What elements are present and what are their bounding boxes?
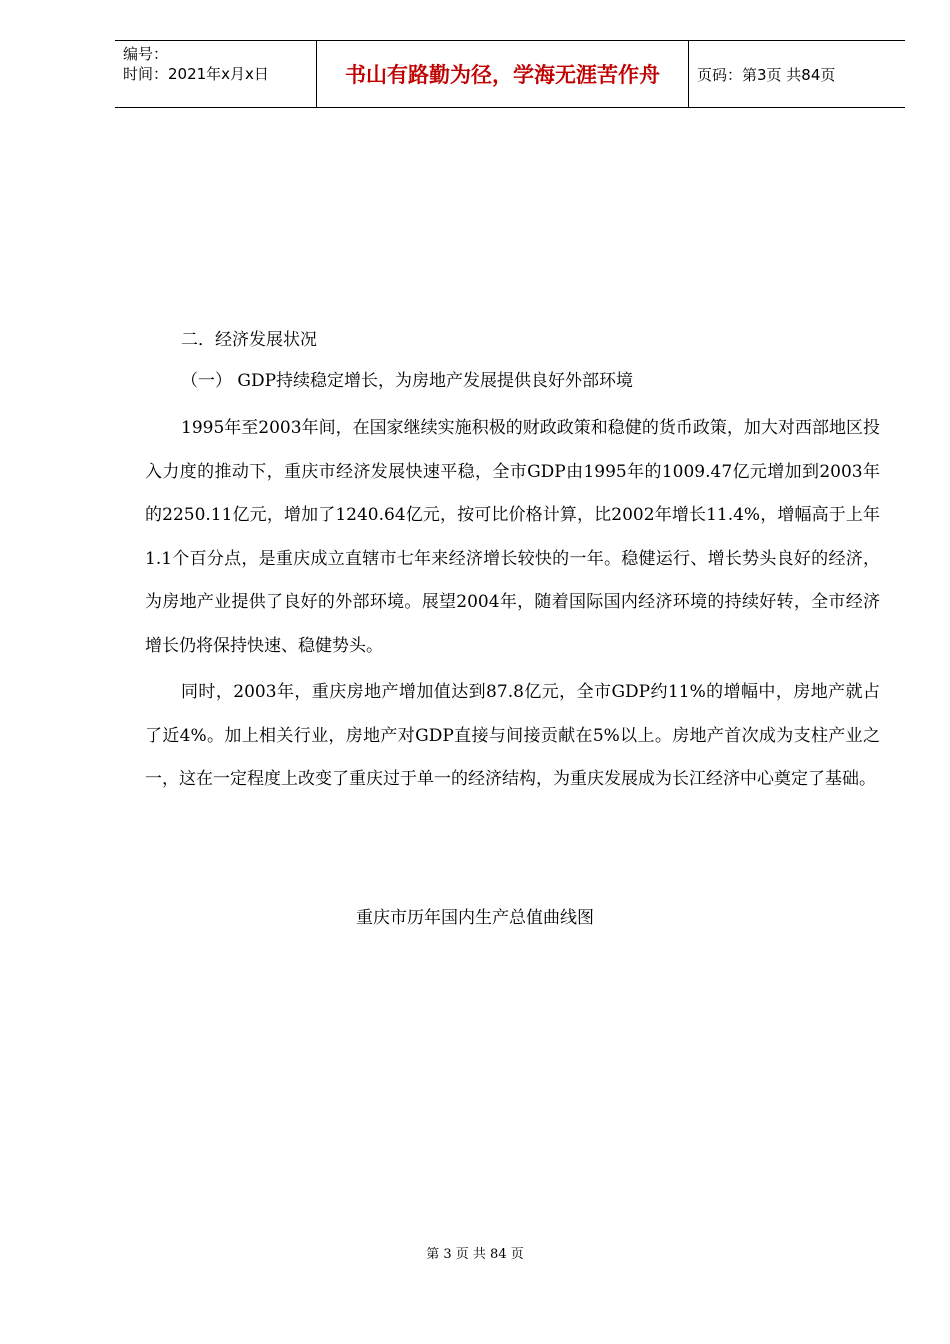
paragraph: 1995年至2003年间，在国家继续实施积极的财政政策和稳健的货币政策，加大对西部地区投入力度的推动下，重庆市经济发展快速平稳，全市GDP由1995年的1009.47亿元增加到2003年的2250.11亿元，增加了1240.64亿元，按可比价格计算，比2002年增长11.4%，增幅高于上年1.1个百分点，是重庆成立直辖市七年来经济增长较快的一年。稳健运行、增长势头良好的经济，为房地产业提供了良好的外部环境。展望2004年，随着国际国内经济环境的持续好转，全市经济增长仍将保持快速、稳健势头。 bbox=[145, 418, 880, 656]
document-body bbox=[145, 328, 880, 802]
header-motto: 书山有路勤为径，学海无涯苦作舟 bbox=[316, 41, 689, 107]
header-page-info: 页码：第3页 共84页 bbox=[697, 65, 836, 84]
page-header bbox=[115, 40, 905, 108]
section-subheading: （一） GDP持续稳定增长，为房地产发展提供良好外部环境 bbox=[181, 371, 634, 391]
code-label: 编号： bbox=[123, 45, 169, 63]
figure-title: 重庆市历年国内生产总值曲线图 bbox=[356, 908, 594, 928]
page-footer: 第 3 页 共 84 页 bbox=[426, 1247, 524, 1262]
header-meta bbox=[115, 41, 316, 107]
section-heading: 二．经济发展状况 bbox=[181, 330, 317, 350]
time-label: 时间：2021年x月x日 bbox=[123, 65, 269, 83]
paragraph: 同时，2003年，重庆房地产增加值达到87.8亿元，全市GDP约11%的增幅中，房地产就占了近4%。加上相关行业，房地产对GDP直接与间接贡献在5%以上。房地产首次成为支柱产业之一，这在一定程度上改变了重庆过于单一的经济结构，为重庆发展成为长江经济中心奠定了基础。 bbox=[145, 682, 880, 789]
